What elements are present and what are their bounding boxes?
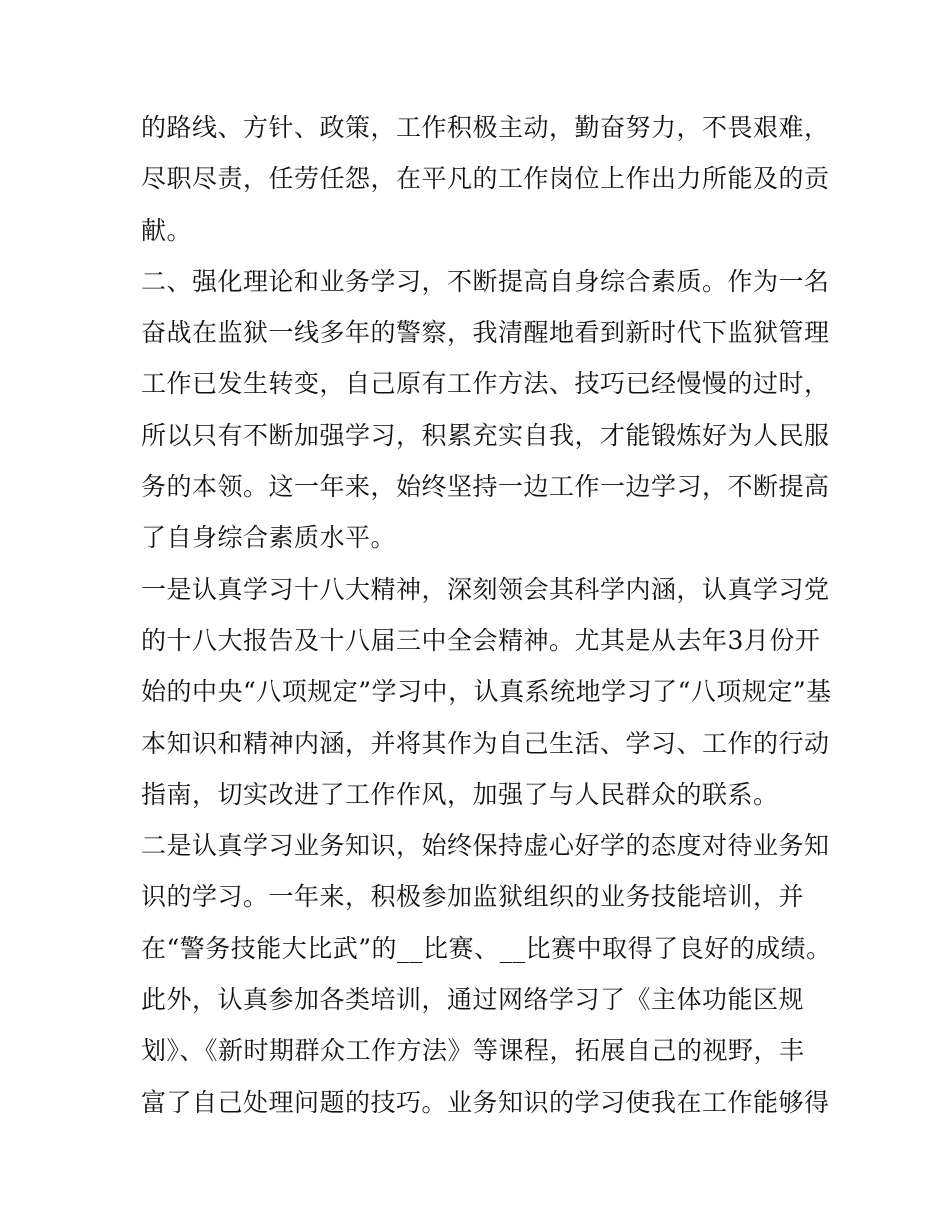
text-line: 指南，切实改进了工作作风，加强了与人民群众的联系。 (141, 779, 779, 809)
text-line: 始的中央“八项规定”学习中，认真系统地学习了“八项规定”基 (141, 677, 832, 707)
text-line: 所以只有不断加强学习，积累充实自我，才能锻炼好为人民服 (141, 420, 830, 450)
text-line: 二、强化理论和业务学习，不断提高自身综合素质。作为一名 (141, 266, 830, 296)
text-line: 富了自己处理问题的技巧。业务知识的学习使我在工作能够得 (141, 1087, 830, 1117)
text-line: 务的本领。这一年来，始终坚持一边工作一边学习，不断提高 (141, 472, 830, 502)
text-line: 在“警务技能大比武”的__比赛、__比赛中取得了良好的成绩。 (141, 933, 832, 963)
text-line: 奋战在监狱一线多年的警察，我清醒地看到新时代下监狱管理 (141, 318, 830, 348)
body-text (141, 102, 832, 1128)
text-line: 此外，认真参加各类培训，通过网络学习了《主体功能区规 (141, 985, 805, 1015)
text-line: 识的学习。一年来，积极参加监狱组织的业务技能培训，并 (141, 882, 805, 912)
text-line: 本知识和精神内涵，并将其作为自己生活、学习、工作的行动 (141, 728, 830, 758)
text-line: 献。 (141, 215, 193, 245)
text-line: 的十八大报告及十八届三中全会精神。尤其是从去年3月份开 (141, 625, 821, 655)
text-line: 二是认真学习业务知识，始终保持虚心好学的态度对待业务知 (141, 831, 830, 861)
text-line: 尽职尽责，任劳任怨，在平凡的工作岗位上作出力所能及的贡 (141, 164, 830, 194)
text-line: 划》、《新时期群众工作方法》等课程，拓展自己的视野，丰 (141, 1036, 805, 1066)
text-line: 了自身综合素质水平。 (141, 523, 397, 553)
text-line: 的路线、方针、政策，工作积极主动，勤奋努力，不畏艰难， (141, 113, 830, 142)
text-line: 一是认真学习十八大精神，深刻领会其科学内涵，认真学习党 (141, 574, 830, 604)
text-line: 工作已发生转变，自己原有工作方法、技巧已经慢慢的过时， (141, 369, 830, 399)
